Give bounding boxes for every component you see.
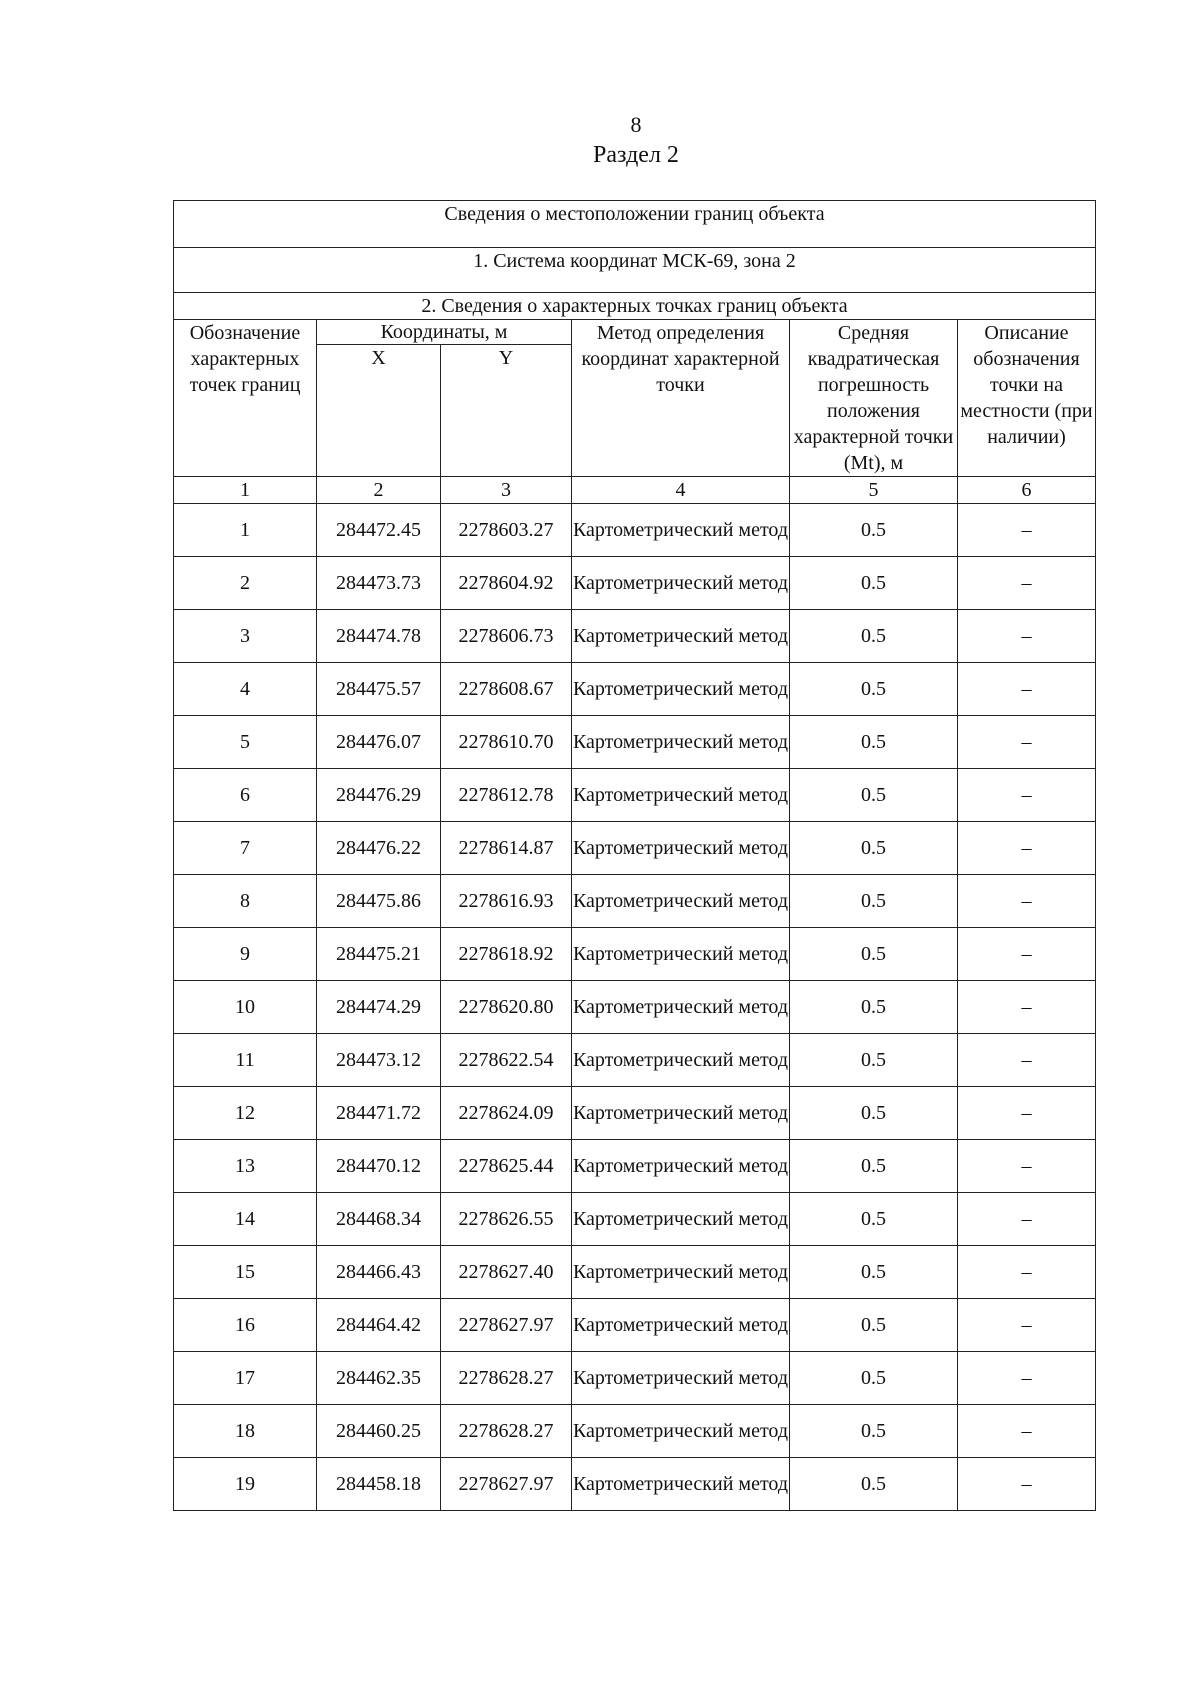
mean-error: 0.5 [790, 1299, 958, 1352]
point-description: – [958, 610, 1096, 663]
coord-x: 284466.43 [317, 1246, 441, 1299]
point-description: – [958, 981, 1096, 1034]
table-row [174, 663, 1096, 716]
coord-x: 284458.18 [317, 1458, 441, 1511]
coord-x: 284474.29 [317, 981, 441, 1034]
coord-y: 2278603.27 [441, 504, 572, 557]
coord-y: 2278612.78 [441, 769, 572, 822]
mean-error: 0.5 [790, 504, 958, 557]
point-description: – [958, 769, 1096, 822]
point-number: 4 [174, 663, 317, 716]
point-number: 18 [174, 1405, 317, 1458]
coord-y: 2278628.27 [441, 1405, 572, 1458]
boundary-table [173, 200, 1096, 1511]
mean-error: 0.5 [790, 875, 958, 928]
method: Картометрический метод [572, 1034, 790, 1087]
method: Картометрический метод [572, 1405, 790, 1458]
point-description: – [958, 504, 1096, 557]
mean-error: 0.5 [790, 1087, 958, 1140]
coord-x: 284473.12 [317, 1034, 441, 1087]
coord-x: 284475.21 [317, 928, 441, 981]
table-row [174, 1140, 1096, 1193]
point-number: 17 [174, 1352, 317, 1405]
header-designation: Обозначение характерных точек границ [174, 320, 317, 477]
coord-x: 284473.73 [317, 557, 441, 610]
mean-error: 0.5 [790, 716, 958, 769]
mean-error: 0.5 [790, 610, 958, 663]
mean-error: 0.5 [790, 1034, 958, 1087]
table-row [174, 981, 1096, 1034]
coord-y: 2278620.80 [441, 981, 572, 1034]
table-row [174, 1405, 1096, 1458]
coord-y: 2278610.70 [441, 716, 572, 769]
header-y: Y [441, 345, 572, 477]
point-description: – [958, 1352, 1096, 1405]
point-number: 1 [174, 504, 317, 557]
table-row [174, 610, 1096, 663]
coord-x: 284460.25 [317, 1405, 441, 1458]
header-x: X [317, 345, 441, 477]
table-row [174, 716, 1096, 769]
mean-error: 0.5 [790, 928, 958, 981]
table-row [174, 875, 1096, 928]
method: Картометрический метод [572, 875, 790, 928]
header-description: Описание обозначения точки на местности (при наличии) [958, 320, 1096, 477]
table-row [174, 1299, 1096, 1352]
point-number: 11 [174, 1034, 317, 1087]
method: Картометрический метод [572, 822, 790, 875]
point-description: – [958, 663, 1096, 716]
column-number: 4 [572, 477, 790, 504]
method: Картометрический метод [572, 1352, 790, 1405]
coordinate-system: 1. Система координат МСК-69, зона 2 [174, 248, 1096, 293]
mean-error: 0.5 [790, 981, 958, 1034]
mean-error: 0.5 [790, 663, 958, 716]
method: Картометрический метод [572, 981, 790, 1034]
method: Картометрический метод [572, 769, 790, 822]
table-row [174, 1458, 1096, 1511]
header-method: Метод определения координат характерной точки [572, 320, 790, 477]
coord-y: 2278627.97 [441, 1458, 572, 1511]
mean-error: 0.5 [790, 1193, 958, 1246]
point-description: – [958, 1193, 1096, 1246]
coord-y: 2278604.92 [441, 557, 572, 610]
table-row [174, 928, 1096, 981]
table-row [174, 1034, 1096, 1087]
coord-x: 284468.34 [317, 1193, 441, 1246]
coord-x: 284475.86 [317, 875, 441, 928]
coord-y: 2278618.92 [441, 928, 572, 981]
table-row [174, 769, 1096, 822]
point-number: 16 [174, 1299, 317, 1352]
point-description: – [958, 1458, 1096, 1511]
points-heading: 2. Сведения о характерных точках границ объекта [174, 293, 1096, 320]
table-row [174, 557, 1096, 610]
coord-x: 284476.07 [317, 716, 441, 769]
coord-y: 2278624.09 [441, 1087, 572, 1140]
coord-y: 2278625.44 [441, 1140, 572, 1193]
point-number: 7 [174, 822, 317, 875]
coord-y: 2278614.87 [441, 822, 572, 875]
method: Картометрический метод [572, 1458, 790, 1511]
table-row [174, 822, 1096, 875]
mean-error: 0.5 [790, 1140, 958, 1193]
point-number: 13 [174, 1140, 317, 1193]
coord-x: 284470.12 [317, 1140, 441, 1193]
header-coordinates: Координаты, м [317, 320, 572, 345]
point-description: – [958, 875, 1096, 928]
coord-y: 2278606.73 [441, 610, 572, 663]
point-number: 12 [174, 1087, 317, 1140]
point-description: – [958, 1140, 1096, 1193]
coord-y: 2278622.54 [441, 1034, 572, 1087]
coord-x: 284471.72 [317, 1087, 441, 1140]
point-number: 3 [174, 610, 317, 663]
column-number: 3 [441, 477, 572, 504]
method: Картометрический метод [572, 1246, 790, 1299]
point-description: – [958, 1299, 1096, 1352]
point-number: 2 [174, 557, 317, 610]
coord-x: 284474.78 [317, 610, 441, 663]
mean-error: 0.5 [790, 769, 958, 822]
coord-x: 284476.29 [317, 769, 441, 822]
point-description: – [958, 716, 1096, 769]
coord-x: 284472.45 [317, 504, 441, 557]
coord-y: 2278627.97 [441, 1299, 572, 1352]
point-number: 5 [174, 716, 317, 769]
coord-y: 2278628.27 [441, 1352, 572, 1405]
point-description: – [958, 557, 1096, 610]
method: Картометрический метод [572, 557, 790, 610]
method: Картометрический метод [572, 610, 790, 663]
section-title: Раздел 2 [593, 142, 679, 168]
column-number: 1 [174, 477, 317, 504]
coord-x: 284475.57 [317, 663, 441, 716]
point-description: – [958, 1034, 1096, 1087]
point-description: – [958, 1246, 1096, 1299]
mean-error: 0.5 [790, 1246, 958, 1299]
mean-error: 0.5 [790, 1405, 958, 1458]
coord-y: 2278627.40 [441, 1246, 572, 1299]
method: Картометрический метод [572, 716, 790, 769]
coord-x: 284464.42 [317, 1299, 441, 1352]
table-row [174, 504, 1096, 557]
coord-x: 284462.35 [317, 1352, 441, 1405]
point-number: 19 [174, 1458, 317, 1511]
coord-y: 2278608.67 [441, 663, 572, 716]
coord-y: 2278616.93 [441, 875, 572, 928]
method: Картометрический метод [572, 1299, 790, 1352]
mean-error: 0.5 [790, 1458, 958, 1511]
method: Картометрический метод [572, 1193, 790, 1246]
point-description: – [958, 928, 1096, 981]
method: Картометрический метод [572, 1087, 790, 1140]
point-number: 8 [174, 875, 317, 928]
point-number: 15 [174, 1246, 317, 1299]
point-description: – [958, 1405, 1096, 1458]
mean-error: 0.5 [790, 1352, 958, 1405]
coord-y: 2278626.55 [441, 1193, 572, 1246]
point-number: 14 [174, 1193, 317, 1246]
point-description: – [958, 822, 1096, 875]
column-number: 5 [790, 477, 958, 504]
page-number: 8 [630, 112, 642, 137]
coord-x: 284476.22 [317, 822, 441, 875]
method: Картометрический метод [572, 928, 790, 981]
point-description: – [958, 1087, 1096, 1140]
point-number: 9 [174, 928, 317, 981]
column-number: 2 [317, 477, 441, 504]
table-row [174, 1193, 1096, 1246]
mean-error: 0.5 [790, 557, 958, 610]
header-error: Средняя квадратическая погрешность положения характерной точки (Mt), м [790, 320, 958, 477]
point-number: 6 [174, 769, 317, 822]
point-number: 10 [174, 981, 317, 1034]
table-title: Сведения о местоположении границ объекта [174, 201, 1096, 248]
method: Картометрический метод [572, 1140, 790, 1193]
mean-error: 0.5 [790, 822, 958, 875]
table-row [174, 1246, 1096, 1299]
column-number: 6 [958, 477, 1096, 504]
table-row [174, 1352, 1096, 1405]
table-row [174, 1087, 1096, 1140]
method: Картометрический метод [572, 504, 790, 557]
method: Картометрический метод [572, 663, 790, 716]
